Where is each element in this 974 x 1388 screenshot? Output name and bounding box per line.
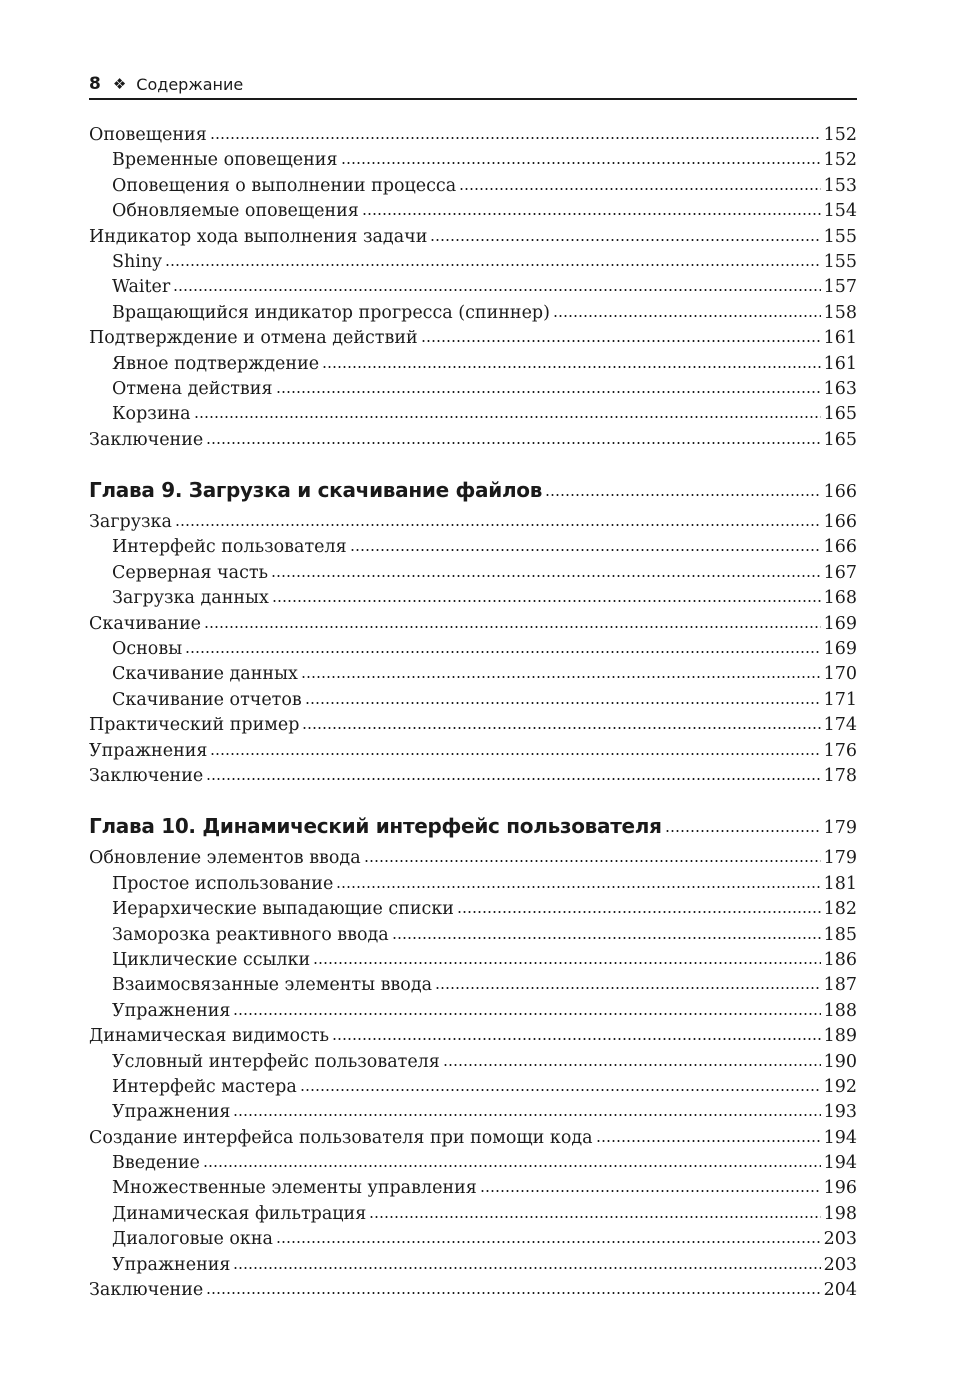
- entry-title: Иерархические выпадающие списки: [112, 899, 454, 920]
- entry-title: Интерфейс мастера: [112, 1076, 297, 1097]
- dot-leader: [276, 1240, 821, 1244]
- entry-title: Упражнения: [112, 1102, 231, 1123]
- entry-page: 190: [823, 1051, 857, 1072]
- toc-entry[interactable]: [89, 713, 857, 738]
- toc-entry[interactable]: [89, 225, 857, 250]
- dot-leader: [272, 599, 821, 603]
- entry-title: Корзина: [112, 404, 191, 425]
- dot-leader: [301, 675, 821, 679]
- entry-page: 188: [823, 1000, 857, 1021]
- dot-leader: [210, 136, 821, 140]
- entry-page: 170: [823, 664, 857, 685]
- entry-page: 174: [823, 715, 857, 736]
- dot-leader: [173, 288, 820, 292]
- toc-subentry[interactable]: [89, 897, 857, 922]
- dot-leader: [233, 1113, 820, 1117]
- toc-subentry[interactable]: [89, 1151, 857, 1176]
- dot-leader: [457, 910, 821, 914]
- toc-entry[interactable]: [89, 612, 857, 637]
- dot-leader: [194, 415, 821, 419]
- entry-page: 166: [823, 537, 857, 558]
- entry-page: 196: [823, 1178, 857, 1199]
- entry-title: Обновляемые оповещения: [112, 201, 359, 222]
- entry-title: Взаимосвязанные элементы ввода: [112, 975, 433, 996]
- dot-leader: [332, 1037, 821, 1041]
- entry-title: Циклические ссылки: [112, 949, 311, 970]
- entry-title: Скачивание отчетов: [112, 689, 302, 710]
- entry-title: Заключение: [89, 765, 204, 786]
- running-header: [89, 70, 857, 100]
- entry-title: Вращающийся индикатор прогресса (спиннер): [112, 302, 550, 323]
- toc-subentry[interactable]: [89, 1253, 857, 1278]
- entry-page: 189: [823, 1026, 857, 1047]
- toc-entry[interactable]: [89, 326, 857, 351]
- toc-entry[interactable]: [89, 123, 857, 148]
- dot-leader: [341, 161, 821, 165]
- entry-title: Простое использование: [112, 873, 334, 894]
- toc-subentry[interactable]: [89, 275, 857, 300]
- toc-subentry[interactable]: [89, 999, 857, 1024]
- dot-leader: [430, 238, 820, 242]
- dot-leader: [596, 1139, 821, 1143]
- toc-subentry[interactable]: [89, 1202, 857, 1227]
- page-number: 8: [89, 74, 101, 94]
- entry-page: 165: [823, 404, 857, 425]
- entry-title: Отмена действия: [112, 378, 273, 399]
- dot-leader: [302, 726, 820, 730]
- entry-page: 179: [823, 848, 857, 869]
- toc-subentry[interactable]: [89, 377, 857, 402]
- entry-page: 182: [823, 899, 857, 920]
- dot-leader: [175, 523, 821, 527]
- entry-page: 163: [823, 378, 857, 399]
- entry-page: 194: [823, 1153, 857, 1174]
- running-title: Содержание: [136, 74, 244, 94]
- dot-leader: [305, 701, 821, 705]
- dot-leader: [336, 885, 820, 889]
- entry-page: 178: [823, 765, 857, 786]
- entry-page: 155: [823, 251, 857, 272]
- entry-page: 203: [823, 1229, 857, 1250]
- entry-title: Создание интерфейса пользователя при помощи кода: [89, 1127, 593, 1148]
- entry-title: Обновление элементов ввода: [89, 848, 361, 869]
- toc-subentry[interactable]: [89, 535, 857, 560]
- entry-page: 154: [823, 201, 857, 222]
- dot-leader: [300, 1088, 821, 1092]
- entry-page: 186: [823, 949, 857, 970]
- toc-subentry[interactable]: [89, 561, 857, 586]
- dot-leader: [364, 859, 821, 863]
- dot-leader: [350, 548, 821, 552]
- dot-leader: [276, 390, 821, 394]
- entry-page: 179: [823, 818, 857, 839]
- entry-page: 203: [823, 1254, 857, 1275]
- toc-subentry[interactable]: [89, 1075, 857, 1100]
- entry-title: Глава 10. Динамический интерфейс пользователя: [89, 814, 662, 839]
- entry-title: Интерфейс пользователя: [112, 537, 347, 558]
- ornament-icon: ❖: [112, 75, 127, 93]
- entry-title: Множественные элементы управления: [112, 1178, 477, 1199]
- entry-page: 169: [823, 639, 857, 660]
- dot-leader: [459, 187, 820, 191]
- entry-title: Shiny: [112, 251, 163, 272]
- toc-subentry[interactable]: [89, 352, 857, 377]
- dot-leader: [203, 1164, 821, 1168]
- entry-title: Введение: [112, 1153, 200, 1174]
- entry-page: 185: [823, 924, 857, 945]
- entry-page: 152: [823, 125, 857, 145]
- toc-subentry[interactable]: [89, 586, 857, 611]
- dot-leader: [665, 829, 821, 833]
- entry-title: Индикатор хода выполнения задачи: [89, 226, 428, 247]
- entry-page: 192: [823, 1076, 857, 1097]
- entry-title: Основы: [112, 639, 183, 660]
- entry-title: Оповещения: [89, 125, 207, 145]
- toc-subentry[interactable]: [89, 301, 857, 326]
- entry-title: Условный интерфейс пользователя: [112, 1051, 440, 1072]
- toc-subentry[interactable]: [89, 402, 857, 427]
- toc-subentry[interactable]: [89, 923, 857, 948]
- toc-entry[interactable]: [89, 1278, 857, 1303]
- entry-page: 161: [823, 328, 857, 349]
- entry-page: 153: [823, 175, 857, 196]
- chapter-heading[interactable]: [89, 473, 857, 507]
- dot-leader: [421, 339, 821, 343]
- entry-title: Динамическая фильтрация: [112, 1203, 367, 1224]
- dot-leader: [233, 1266, 820, 1270]
- toc-subentry[interactable]: [89, 688, 857, 713]
- dot-leader: [233, 1012, 820, 1016]
- entry-title: Упражнения: [112, 1000, 231, 1021]
- entry-page: 155: [823, 226, 857, 247]
- entry-title: Подтверждение и отмена действий: [89, 328, 418, 349]
- entry-page: 165: [823, 429, 857, 450]
- toc-subentry[interactable]: [89, 1100, 857, 1125]
- entry-title: Заморозка реактивного ввода: [112, 924, 389, 945]
- entry-page: 187: [823, 975, 857, 996]
- entry-title: Временные оповещения: [112, 150, 338, 171]
- entry-page: 158: [823, 302, 857, 323]
- dot-leader: [313, 961, 820, 965]
- entry-page: 204: [823, 1280, 857, 1301]
- dot-leader: [362, 212, 821, 216]
- entry-page: 152: [823, 150, 857, 171]
- dot-leader: [480, 1189, 821, 1193]
- entry-title: Загрузка: [89, 512, 172, 533]
- toc-entry[interactable]: [89, 428, 857, 453]
- entry-title: Динамическая видимость: [89, 1026, 330, 1047]
- entry-page: 198: [823, 1203, 857, 1224]
- chapter-heading[interactable]: [89, 809, 857, 843]
- entry-title: Заключение: [89, 1280, 204, 1301]
- entry-title: Загрузка данных: [112, 588, 269, 609]
- dot-leader: [545, 493, 820, 497]
- toc-subentry[interactable]: [89, 199, 857, 224]
- dot-leader: [392, 936, 821, 940]
- dot-leader: [185, 650, 820, 654]
- entry-page: 161: [823, 353, 857, 374]
- toc-subentry[interactable]: [89, 1050, 857, 1075]
- toc-subentry[interactable]: [89, 948, 857, 973]
- dot-leader: [553, 314, 821, 318]
- toc-subentry[interactable]: [89, 1176, 857, 1201]
- toc-subentry[interactable]: [89, 250, 857, 275]
- toc-entry[interactable]: [89, 1024, 857, 1049]
- dot-leader: [435, 986, 821, 990]
- toc-subentry[interactable]: [89, 662, 857, 687]
- entry-title: Оповещения о выполнении процесса: [112, 175, 457, 196]
- toc-subentry[interactable]: [89, 872, 857, 897]
- entry-page: 157: [823, 277, 857, 298]
- entry-title: Диалоговые окна: [112, 1229, 273, 1250]
- toc-subentry[interactable]: [89, 1227, 857, 1252]
- dot-leader: [322, 365, 821, 369]
- entry-page: 181: [823, 873, 857, 894]
- dot-leader: [206, 1291, 820, 1295]
- toc-subentry[interactable]: [89, 637, 857, 662]
- entry-page: 194: [823, 1127, 857, 1148]
- toc-entry[interactable]: [89, 1126, 857, 1151]
- entry-title: Серверная часть: [112, 562, 269, 583]
- entry-page: 168: [823, 588, 857, 609]
- entry-title: Waiter: [112, 277, 171, 298]
- entry-page: 171: [823, 689, 857, 710]
- dot-leader: [165, 263, 821, 267]
- entry-page: 166: [823, 512, 857, 533]
- toc-subentry[interactable]: [89, 148, 857, 173]
- entry-page: 176: [823, 740, 857, 761]
- entry-page: 169: [823, 613, 857, 634]
- dot-leader: [443, 1063, 821, 1067]
- entry-title: Глава 9. Загрузка и скачивание файлов: [89, 478, 543, 503]
- toc-subentry[interactable]: [89, 973, 857, 998]
- toc-subentry[interactable]: [89, 174, 857, 199]
- dot-leader: [204, 625, 821, 629]
- entry-title: Упражнения: [89, 740, 208, 761]
- entry-title: Упражнения: [112, 1254, 231, 1275]
- entry-title: Заключение: [89, 429, 204, 450]
- dot-leader: [206, 777, 820, 781]
- dot-leader: [206, 441, 820, 445]
- entry-title: Практический пример: [89, 715, 300, 736]
- entry-page: 167: [823, 562, 857, 583]
- toc-entry[interactable]: [89, 510, 857, 535]
- entry-title: Явное подтверждение: [112, 353, 320, 374]
- toc-entry[interactable]: [89, 846, 857, 871]
- entry-title: Скачивание: [89, 613, 201, 634]
- entry-page: 193: [823, 1102, 857, 1123]
- dot-leader: [210, 752, 820, 756]
- entry-title: Скачивание данных: [112, 664, 298, 685]
- table-of-contents: [89, 123, 857, 1303]
- toc-entry[interactable]: [89, 739, 857, 764]
- toc-entry[interactable]: [89, 764, 857, 789]
- entry-page: 166: [823, 482, 857, 503]
- dot-leader: [369, 1215, 820, 1219]
- dot-leader: [271, 574, 821, 578]
